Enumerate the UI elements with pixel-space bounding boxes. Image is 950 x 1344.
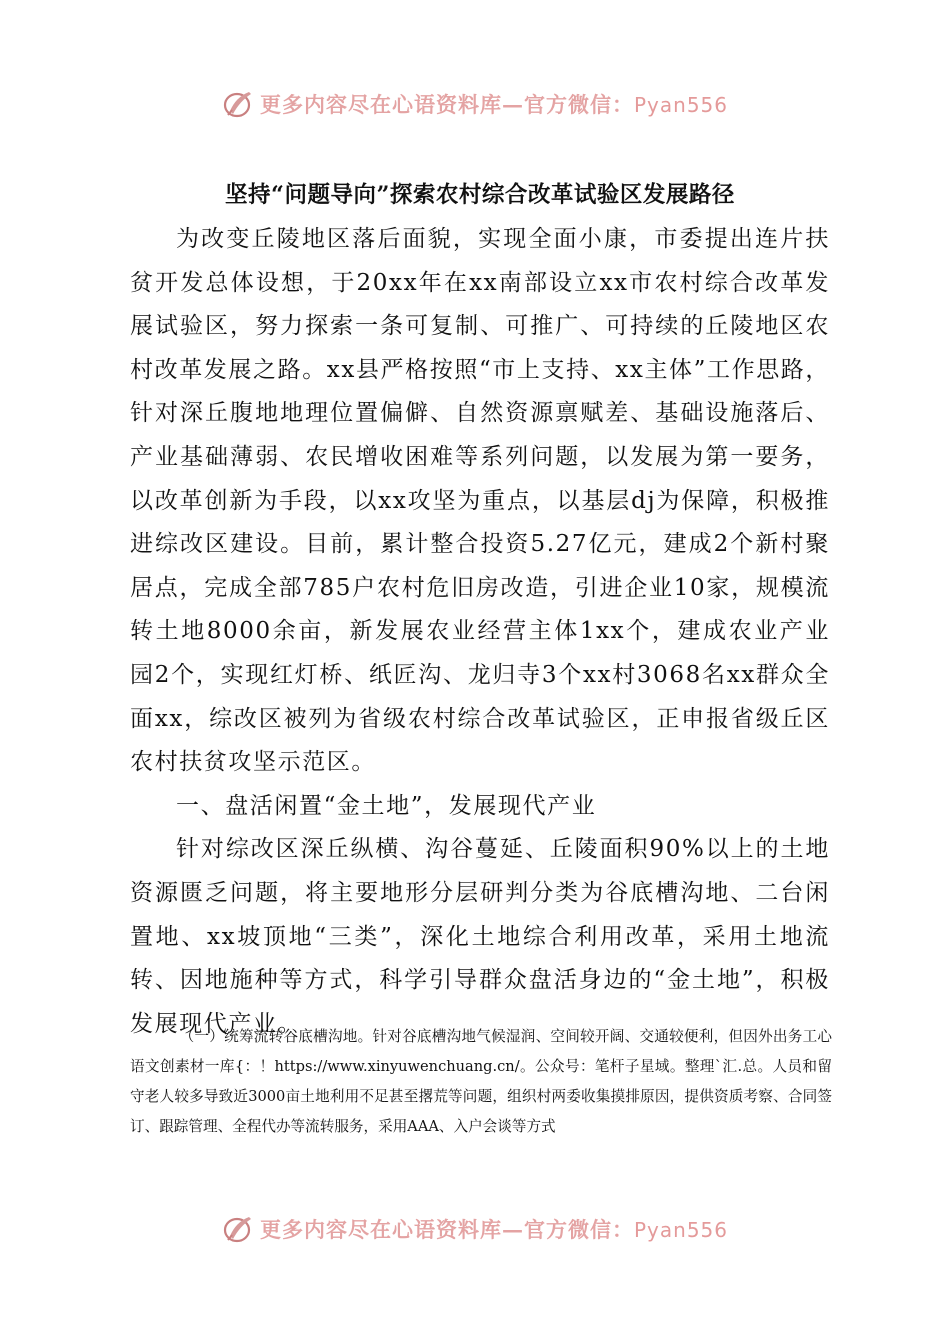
section-paragraph: 针对综改区深丘纵横、沟谷蔓延、丘陵面积90%以上的土地资源匮乏问题，将主要地形分层研判分类为谷底槽沟地、二台闲置地、xx坡顶地“三类”，深化土地综合利用改革，采用土地流转、因地施种等方式，科学引导群众盘活身边的“金土地”，积极发展现代产业。 xyxy=(130,836,830,1037)
pen-swirl-logo-icon xyxy=(222,1212,256,1246)
pen-swirl-logo-icon xyxy=(222,87,256,121)
watermark-header xyxy=(0,82,950,126)
document-title: 坚持“问题导向”探索农村综合改革试验区发展路径 xyxy=(225,182,735,208)
watermark-footer xyxy=(0,1207,950,1251)
watermark-text: 更多内容尽在心语资料库—官方微信：Pyan556 xyxy=(259,92,728,117)
watermark-wechat-id: Pyan556 xyxy=(633,93,728,117)
section-heading: 一、盘活闲置“金土地”，发展现代产业 xyxy=(176,792,597,819)
intro-paragraph: 为改变丘陵地区落后面貌，实现全面小康，市委提出连片扶贫开发总体设想，于20xx年在xx南部设立xx市农村综合改革发展试验区，努力探索一条可复制、可推广、可持续的丘陵地区农村改革发展之路。xx县严格按照“市上支持、xx主体”工作思路，针对深丘腹地地理位置偏僻、自然资源禀赋差、基础设施落后、产业基础薄弱、农民增收困难等系列问题，以发展为第一要务，以改革创新为手段，以xx攻坚为重点，以基层dj为保障，积极推进综改区建设。目前，累计整合投资5.27亿元，建成2个新村聚居点，完成全部785户农村危旧房改造，引进企业10家，规模流转土地8000余亩，新发展农业经营主体1xx个，建成农业产业园2个，实现红灯桥、纸匠沟、龙归寺3个xx村3068名xx群众全面xx，综改区被列为省级农村综合改革试验区，正申报省级丘区农村扶贫攻坚示范区。 xyxy=(130,226,831,776)
watermark-text: 更多内容尽在心语资料库—官方微信：Pyan556 xyxy=(259,1217,728,1242)
document-body xyxy=(130,174,830,1046)
subsection-paragraph: （一）统筹流转谷底槽沟地。针对谷底槽沟地气候湿润、空间较开阔、交通较便利，但因外出务工心语文创素材一库{：！https://www.xinyuwenchuang.cn/。公众号：笔杆子星域。整理`汇.总。人员和留守老人较多导致近3000亩土地利用不足甚至撂荒等问题，组织村两委收集摸排原因，提供资质考察、合同签订、跟踪管理、全程代办等流转服务，采用AAA、入户会谈等方式 xyxy=(130,1028,832,1135)
watermark-wechat-id: Pyan556 xyxy=(633,1218,728,1242)
